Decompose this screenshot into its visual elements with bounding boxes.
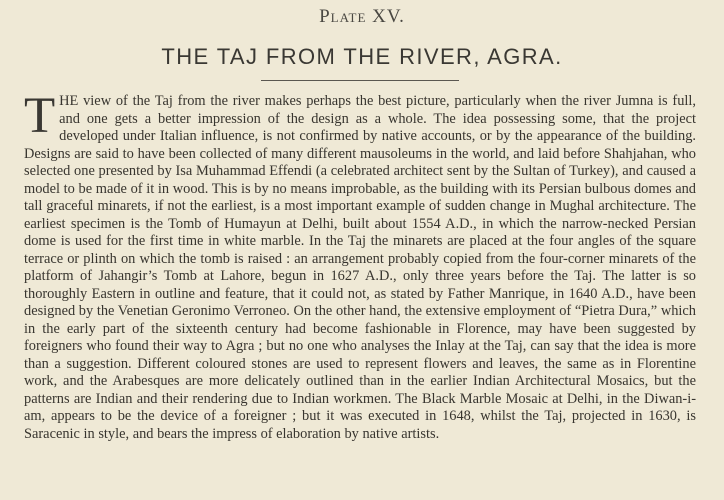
body-text: HE view of the Taj from the river makes perhaps the best picture, particularly when the river Jumna is full, and one gets a better impression of the design as a whole. The idea possessing some, that the project developed under Italian influence, is not confirmed by native accounts, or by the appearance of the building. Designs are said to have been collected of many different mausoleums in the world, and laid before Shahjahan, who selected one presented by Isa Muhammad Effendi (a celebrated architect sent by the Sultan of Turkey), and caused a model to be made of it in wood. This is by no means improbable, as the building with its Persian bulbous domes and tall graceful minarets, if not the earliest, is a most important example of sudden change in Mughal architecture. The earliest specimen is the Tomb of Humayun at Delhi, built about 1554 A.D., in which the narrow-necked Persian dome is used for the first time in white marble. In the Taj the minarets are placed at the four angles of the square terrace or plinth on which the tomb is raised : an arrangement probably copied from the four-corner minarets of the platform of Jahangir’s Tomb at Lahore, begun in 1627 A.D., only three years before the Taj. The latter is so thoroughly Eastern in outline and feature, that it could not, as stated by Father Manrique, in 1640 A.D., have been designed by the Venetian Geronimo Verroneo. On the other hand, the extensive employment of “Pietra Dura,” which in the early part of the sixteenth century had become fashionable in Florence, may have been suggested by foreigners who found their way to Agra ; but no one who analyses the Inlay at the Taj, can say that the idea is more than a suggestion. Different coloured stones are used to represent flowers and leaves, the same as in Florentine work, and the Arabesques are more delicately outlined than in the earlier Indian Architectural Mosaics, but the patterns are Indian and their rendering due to Indian workmen. The Black Marble Mosaic at Delhi, in the Diwan-i-am, appears to be the device of a foreigner ; but it was executed in 1648, whilst the Taj, projected in 1630, is Saracenic in style, and bears the impress of elaboration by native artists. [24,93,696,442]
drop-cap: T [24,88,56,144]
title-divider [261,80,459,81]
body-paragraph [24,88,696,443]
plate-label: Plate XV. [319,6,405,27]
page-title: THE TAJ FROM THE RIVER, AGRA. [161,44,563,69]
